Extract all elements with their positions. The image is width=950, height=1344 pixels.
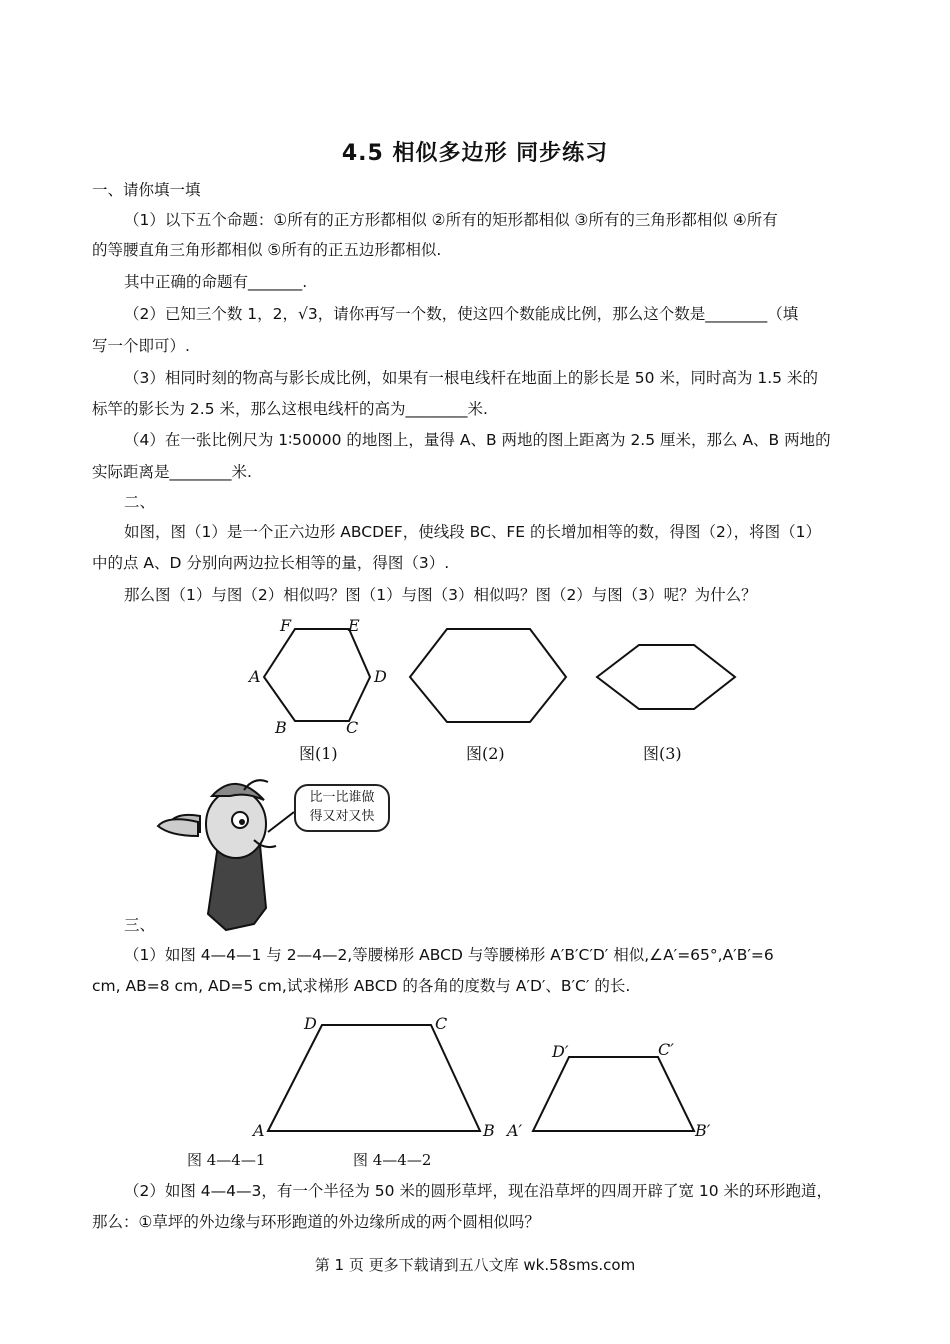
section2-line3: 那么图（1）与图（2）相似吗？图（1）与图（3）相似吗？图（2）与图（3）呢？为什么？ xyxy=(124,586,757,604)
trap2-label-d: D′ xyxy=(552,1042,569,1061)
bubble-line2: 得又对又快 xyxy=(309,809,375,824)
hex-label-d: D xyxy=(374,667,387,686)
trap2-label-a: A′ xyxy=(507,1121,523,1140)
page-title: 4.5 相似多边形 同步练习 xyxy=(341,141,609,166)
q4-line2: 实际距离是________米. xyxy=(92,463,252,481)
section1-heading: 一、请你填一填 xyxy=(92,181,201,199)
q1-line2: 的等腰直角三角形都相似 ⑤所有的正五边形都相似. xyxy=(92,241,442,259)
hex-label-b: B xyxy=(275,718,287,737)
s3-q1-line2: cm, AB=8 cm, AD=5 cm,试求梯形 ABCD 的各角的度数与 A′D′、B′C′ 的长. xyxy=(92,977,631,995)
hexagon-figure-3 xyxy=(597,645,735,709)
trap2-label-c: C′ xyxy=(658,1040,674,1059)
trap1-label-b: B xyxy=(483,1121,495,1140)
q3-line1: （3）相同时刻的物高与影长成比例，如果有一根电线杆在地面上的影长是 50 米，同时高为 1.5 米的 xyxy=(124,369,818,387)
cartoon-mascot xyxy=(158,780,294,930)
section3-heading: 三、 xyxy=(124,916,156,934)
s3-q2-line1: （2）如图 4—4—3，有一个半径为 50 米的圆形草坪，现在沿草坪的四周开辟了宽 10 米的环形跑道， xyxy=(124,1182,833,1200)
hex-label-a: A xyxy=(249,667,261,686)
hex-label-f: F xyxy=(280,616,292,635)
fig1-caption: 图(1) xyxy=(299,744,338,763)
q2-line1: （2）已知三个数 1，2，√3，请你再写一个数，使这四个数能成比例，那么这个数是________（填 xyxy=(124,305,799,323)
fig442-caption: 图 4—4—2 xyxy=(353,1151,432,1169)
section2-line2: 中的点 A、D 分别向两边拉长相等的量，得图（3）. xyxy=(92,554,450,572)
page-footer: 第 1 页 更多下载请到五八文库 wk.58sms.com xyxy=(314,1256,636,1274)
speech-bubble xyxy=(294,784,390,832)
q4-line1: （4）在一张比例尺为 1∶50000 的地图上，量得 A、B 两地的图上距离为 2.5 厘米，那么 A、B 两地的 xyxy=(124,431,831,449)
hexagon-figure-1 xyxy=(264,629,370,721)
trapezoid-a-prime xyxy=(533,1057,694,1131)
fig2-caption: 图(2) xyxy=(466,744,505,763)
s3-q1-line1: （1）如图 4—4—1 与 2—4—2,等腰梯形 ABCD 与等腰梯形 A′B′C′D′ 相似,∠A′=65°,A′B′=6 xyxy=(124,946,774,964)
s3-q2-line2: 那么：①草坪的外边缘与环形跑道的外边缘所成的两个圆相似吗？ xyxy=(92,1213,540,1231)
hex-label-c: C xyxy=(346,718,359,737)
fig3-caption: 图(3) xyxy=(643,744,682,763)
hex-label-e: E xyxy=(348,616,360,635)
trapezoid-abcd xyxy=(268,1025,480,1131)
trap2-label-b: B′ xyxy=(695,1121,711,1140)
q1-line3: 其中正确的命题有_______. xyxy=(124,273,308,291)
q1-line1: （1）以下五个命题：①所有的正方形都相似 ②所有的矩形都相似 ③所有的三角形都相似 ④所有 xyxy=(124,211,778,229)
q2-line2: 写一个即可）. xyxy=(92,337,190,355)
section2-heading: 二、 xyxy=(124,493,156,511)
q3-line2: 标竿的影长为 2.5 米，那么这根电线杆的高为________米. xyxy=(92,400,488,418)
bubble-line1: 比一比谁做 xyxy=(309,790,375,805)
trap1-label-d: D xyxy=(304,1014,317,1033)
trap1-label-c: C xyxy=(435,1014,448,1033)
fig441-caption: 图 4—4—1 xyxy=(187,1151,266,1169)
section2-line1: 如图，图（1）是一个正六边形 ABCDEF，使线段 BC、FE 的长增加相等的数，得图（2），将图（1） xyxy=(124,523,821,541)
trap1-label-a: A xyxy=(253,1121,265,1140)
hexagon-figure-2 xyxy=(410,629,566,722)
